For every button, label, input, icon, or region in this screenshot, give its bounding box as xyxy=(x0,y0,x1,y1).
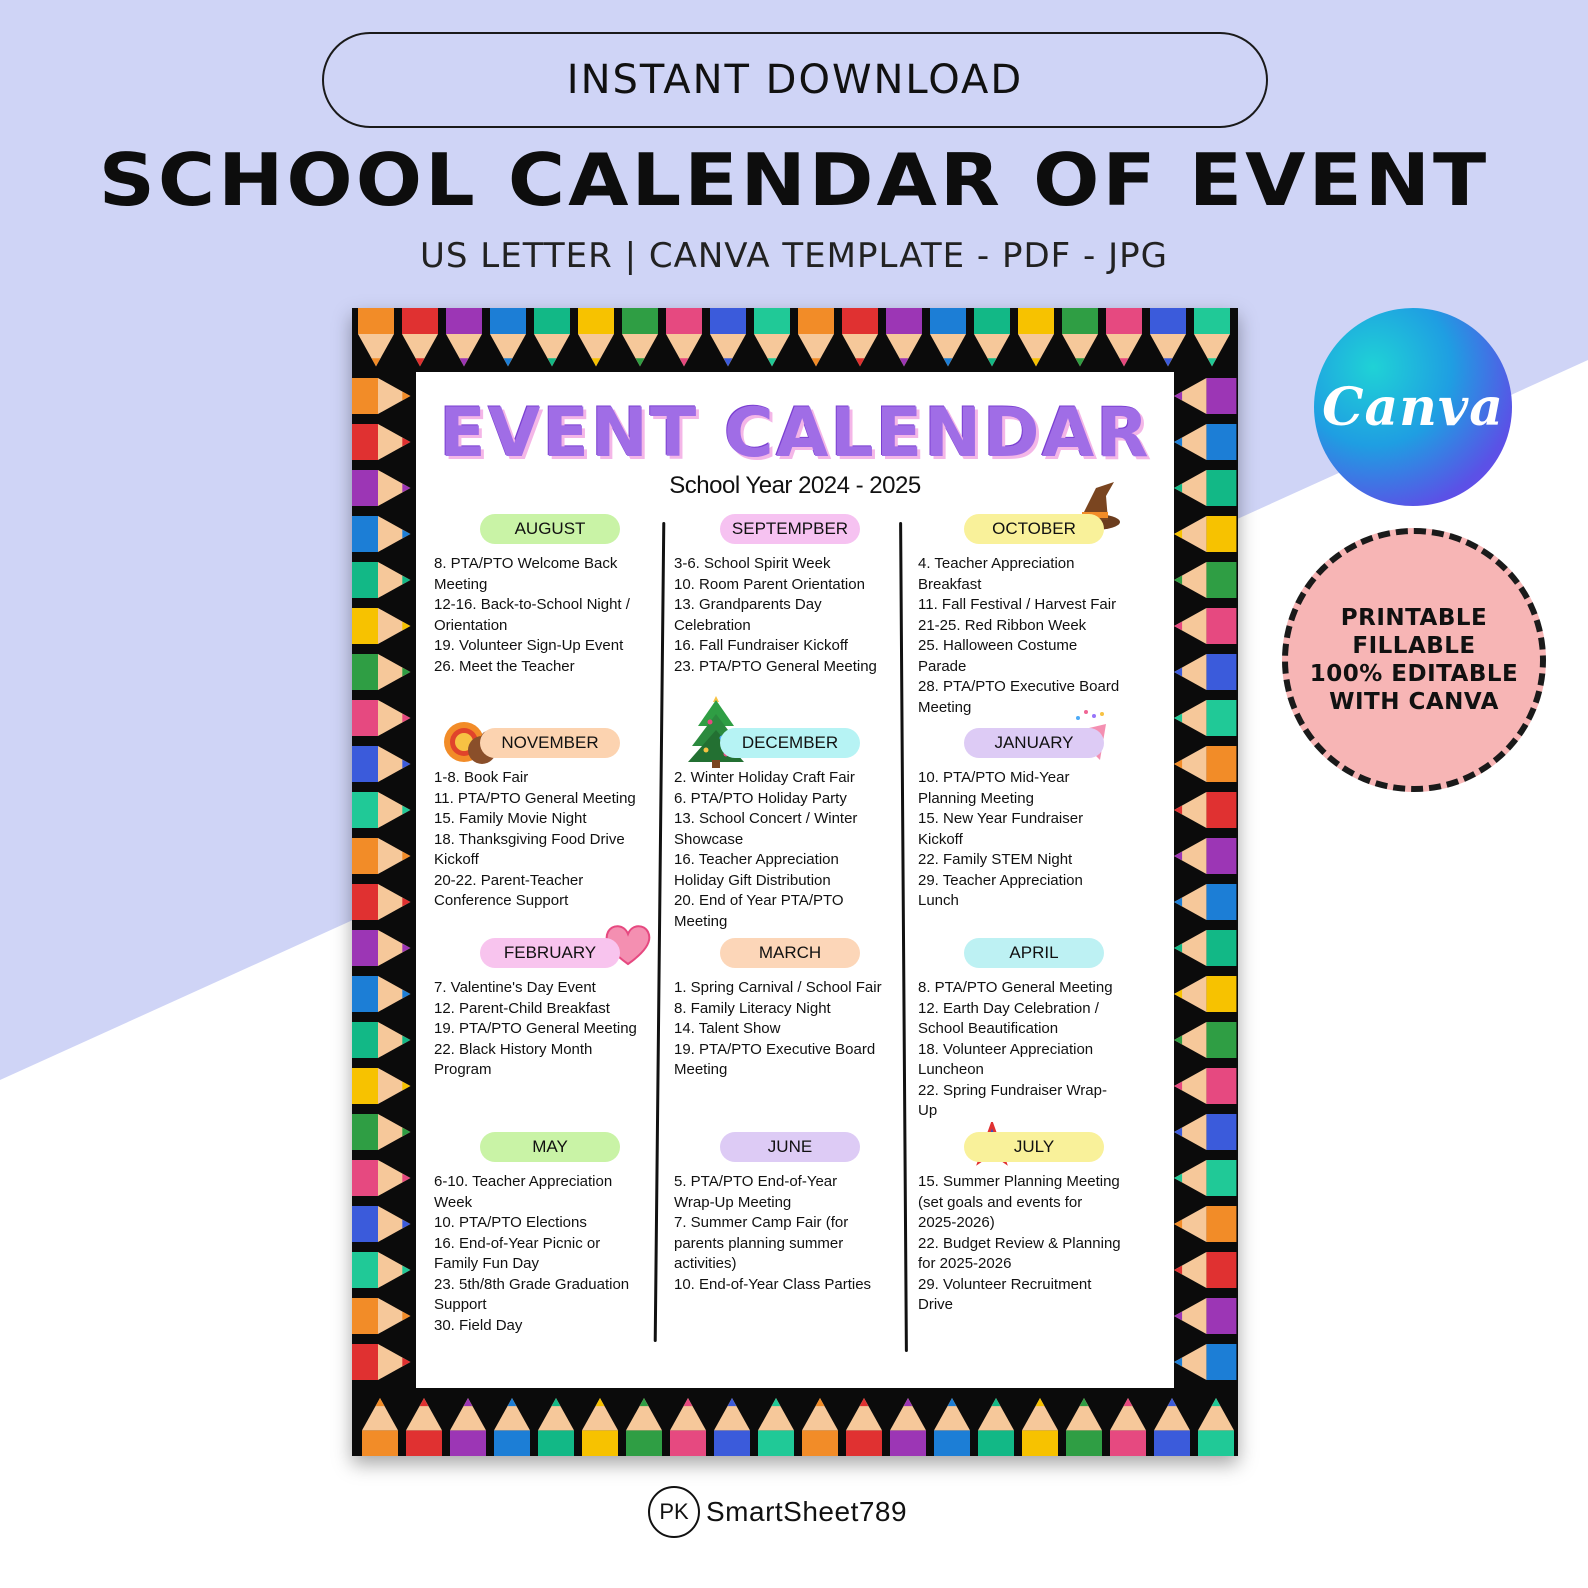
pencil-icon xyxy=(1174,1298,1236,1334)
event-item: 13. Grandparents Day Celebration xyxy=(674,596,822,634)
month-heading: DECEMBER xyxy=(720,728,860,758)
pencil-icon xyxy=(1174,1114,1236,1150)
month-heading: APRIL xyxy=(964,938,1104,968)
event-item: 21-25. Red Ribbon Week xyxy=(918,616,1087,634)
pencil-icon xyxy=(352,1252,410,1288)
pencil-icon xyxy=(352,930,410,966)
pencil-icon xyxy=(490,308,526,366)
event-item: 8. Family Literacy Night xyxy=(674,999,831,1017)
event-item: 1-8. Book Fair xyxy=(434,769,529,786)
format-subtitle: US LETTER | CANVA TEMPLATE - PDF - JPG xyxy=(420,236,1168,276)
calendar-poster xyxy=(352,308,1238,1456)
pencil-icon xyxy=(1174,1252,1236,1288)
event-list xyxy=(434,768,666,912)
pencil-icon xyxy=(406,1398,442,1456)
month-heading: NOVEMBER xyxy=(480,728,620,758)
pencil-icon xyxy=(846,1398,882,1456)
pencil-icon xyxy=(1174,700,1236,736)
event-item: 12. Earth Day Celebration / School Beautification xyxy=(918,999,1099,1037)
pencil-icon xyxy=(352,1022,410,1058)
event-item: 19. PTA/PTO General Meeting xyxy=(434,1020,637,1037)
month-block xyxy=(674,938,906,1081)
event-item: 10. End-of-Year Class Parties xyxy=(674,1275,872,1293)
pencil-icon xyxy=(1174,1068,1236,1104)
pencil-icon xyxy=(1174,1206,1236,1242)
event-list xyxy=(674,554,906,677)
pencil-icon xyxy=(890,1398,926,1456)
pencil-icon xyxy=(1174,562,1236,598)
pencil-icon xyxy=(1174,746,1236,782)
pencil-icon xyxy=(352,792,410,828)
pencil-icon xyxy=(352,884,410,920)
event-item: 14. Talent Show xyxy=(674,1020,781,1037)
month-heading: MARCH xyxy=(720,938,860,968)
pencil-icon xyxy=(534,308,570,366)
pencil-icon xyxy=(352,1160,410,1196)
pencil-icon xyxy=(1022,1398,1058,1456)
badge-line: WITH CANVA xyxy=(1329,689,1499,715)
canva-logo: Canva xyxy=(1314,308,1512,506)
pencil-icon xyxy=(710,308,746,366)
event-item: 19. Volunteer Sign-Up Event xyxy=(434,637,624,654)
event-item: 10. PTA/PTO Mid-Year Planning Meeting xyxy=(918,769,1070,807)
month-block xyxy=(674,728,906,932)
month-block xyxy=(674,514,906,677)
brand xyxy=(648,1484,907,1540)
month-heading: OCTOBER xyxy=(964,514,1104,544)
month-block xyxy=(434,514,666,677)
event-list xyxy=(674,978,906,1081)
pencil-icon xyxy=(798,308,834,366)
brand-logo-icon: PK xyxy=(648,1486,700,1538)
badge-line: PRINTABLE xyxy=(1340,605,1488,631)
pencil-icon xyxy=(1174,884,1236,920)
pencil-icon xyxy=(352,1114,410,1150)
event-item: 10. Room Parent Orientation xyxy=(674,575,865,593)
pencil-icon xyxy=(352,470,410,506)
pencil-icon xyxy=(352,976,410,1012)
pencil-icon xyxy=(842,308,878,366)
pencil-icon xyxy=(1174,1022,1236,1058)
pencil-icon xyxy=(714,1398,750,1456)
event-item: 8. PTA/PTO General Meeting xyxy=(918,979,1113,996)
event-list xyxy=(918,554,1150,718)
pencil-icon xyxy=(1174,654,1236,690)
event-item: 16. Fall Fundraiser Kickoff xyxy=(674,637,848,654)
pencil-icon xyxy=(1194,308,1230,366)
pencil-icon xyxy=(1066,1398,1102,1456)
pencil-icon xyxy=(362,1398,398,1456)
pencil-icon xyxy=(802,1398,838,1456)
month-block xyxy=(918,728,1150,912)
pencil-icon xyxy=(622,308,658,366)
month-heading: MAY xyxy=(480,1132,620,1162)
pencil-icon xyxy=(1174,838,1236,874)
month-block xyxy=(918,938,1150,1122)
pencil-icon xyxy=(450,1398,486,1456)
event-item: 18. Thanksgiving Food Drive Kickoff xyxy=(434,830,625,868)
month-heading: JUNE xyxy=(720,1132,860,1162)
event-item: 13. School Concert / Winter Showcase xyxy=(674,810,858,848)
event-item: 2. Winter Holiday Craft Fair xyxy=(674,769,855,786)
pencil-icon xyxy=(1174,1160,1236,1196)
event-item: 6-10. Teacher Appreciation Week xyxy=(434,1173,613,1211)
event-list xyxy=(674,768,906,932)
pencil-icon xyxy=(754,308,790,366)
event-item: 18. Volunteer Appreciation Luncheon xyxy=(918,1040,1094,1078)
month-block xyxy=(434,728,666,912)
pencil-icon xyxy=(402,308,438,366)
event-item: 15. Family Movie Night xyxy=(434,810,587,827)
pencil-icon xyxy=(978,1398,1014,1456)
month-block xyxy=(434,938,666,1081)
month-heading: JANUARY xyxy=(964,728,1104,758)
event-item: 11. PTA/PTO General Meeting xyxy=(434,789,636,807)
pencil-icon xyxy=(1110,1398,1146,1456)
month-block xyxy=(674,1132,906,1295)
event-item: 25. Halloween Costume Parade xyxy=(918,637,1078,675)
month-heading: FEBRUARY xyxy=(480,938,620,968)
pencil-icon xyxy=(934,1398,970,1456)
pencil-icon xyxy=(352,424,410,460)
pencil-icon xyxy=(1154,1398,1190,1456)
pencil-icon xyxy=(1198,1398,1234,1456)
pencil-icon xyxy=(494,1398,530,1456)
calendar-sheet xyxy=(416,372,1174,1388)
event-list xyxy=(674,1172,906,1295)
pencil-icon xyxy=(1106,308,1142,366)
pencil-icon xyxy=(930,308,966,366)
pencil-icon xyxy=(1062,308,1098,366)
pencil-icon xyxy=(352,838,410,874)
badge-line: FILLABLE xyxy=(1352,633,1476,659)
event-list xyxy=(434,978,666,1081)
instant-download-pill: INSTANT DOWNLOAD xyxy=(322,32,1268,128)
pencil-icon xyxy=(352,1206,410,1242)
event-item: 29. Teacher Appreciation Lunch xyxy=(918,871,1083,909)
month-block xyxy=(918,1132,1150,1316)
event-item: 12. Parent-Child Breakfast xyxy=(434,999,610,1017)
pencil-icon xyxy=(626,1398,662,1456)
pencil-icon xyxy=(352,378,410,414)
event-item: 26. Meet the Teacher xyxy=(434,657,575,675)
event-list xyxy=(918,768,1150,912)
event-item: 12-16. Back-to-School Night / Orientation xyxy=(434,596,630,634)
pencil-icon xyxy=(352,1298,410,1334)
event-item: 23. 5th/8th Grade Graduation Support xyxy=(434,1275,630,1313)
event-item: 22. Spring Fundraiser Wrap- Up xyxy=(918,1081,1107,1119)
event-item: 30. Field Day xyxy=(434,1316,523,1334)
pencil-icon xyxy=(578,308,614,366)
badge-line: 100% EDITABLE xyxy=(1309,661,1519,687)
pencil-icon xyxy=(1018,308,1054,366)
pencil-icon xyxy=(446,308,482,366)
event-item: 7. Summer Camp Fair (for parents planning summer activities) xyxy=(674,1214,849,1272)
event-calendar-title: EVENT CALENDAR xyxy=(439,394,1151,473)
pencil-icon xyxy=(1174,424,1236,460)
pencil-icon xyxy=(352,700,410,736)
pencil-icon xyxy=(666,308,702,366)
pencil-icon xyxy=(1174,930,1236,966)
pencil-icon xyxy=(538,1398,574,1456)
month-block xyxy=(918,514,1150,718)
event-item: 5. PTA/PTO End-of-Year Wrap-Up Meeting xyxy=(674,1173,838,1211)
event-item: 11. Fall Festival / Harvest Fair xyxy=(918,596,1117,613)
pencil-icon xyxy=(352,654,410,690)
event-item: 8. PTA/PTO Welcome Back Meeting xyxy=(434,555,618,593)
pencil-icon xyxy=(352,608,410,644)
event-item: 4. Teacher Appreciation Breakfast xyxy=(918,555,1075,593)
event-list xyxy=(434,554,666,677)
event-item: 22. Family STEM Night xyxy=(918,851,1073,868)
pencil-icon xyxy=(670,1398,706,1456)
pencil-icon xyxy=(352,746,410,782)
brand-name: SmartSheet789 xyxy=(706,1496,908,1527)
event-item: 3-6. School Spirit Week xyxy=(674,555,831,572)
school-year: School Year 2024 - 2025 xyxy=(669,472,921,499)
event-item: 20-22. Parent-Teacher Conference Support xyxy=(434,871,584,909)
pencil-icon xyxy=(1174,608,1236,644)
event-item: 22. Budget Review & Planning for 2025-2026 xyxy=(918,1234,1121,1272)
pencil-icon xyxy=(352,516,410,552)
event-item: 29. Volunteer Recruitment Drive xyxy=(918,1275,1092,1313)
pencil-icon xyxy=(1174,976,1236,1012)
pencil-icon xyxy=(758,1398,794,1456)
pencil-icon xyxy=(352,1344,410,1380)
pencil-icon xyxy=(582,1398,618,1456)
event-item: 19. PTA/PTO Executive Board Meeting xyxy=(674,1040,876,1078)
event-item: 6. PTA/PTO Holiday Party xyxy=(674,789,847,807)
pencil-icon xyxy=(1174,1344,1236,1380)
event-item: 23. PTA/PTO General Meeting xyxy=(674,657,877,675)
month-heading: AUGUST xyxy=(480,514,620,544)
event-item: 7. Valentine's Day Event xyxy=(434,979,596,996)
main-title: SCHOOL CALENDAR OF EVENT xyxy=(98,139,1490,223)
event-item: 22. Black History Month Program xyxy=(434,1040,593,1078)
event-item: 16. End-of-Year Picnic or Family Fun Day xyxy=(434,1234,601,1272)
pencil-icon xyxy=(1174,516,1236,552)
pencil-icon xyxy=(352,1068,410,1104)
pencil-icon xyxy=(358,308,394,366)
pencil-icon xyxy=(1174,378,1236,414)
event-item: 10. PTA/PTO Elections xyxy=(434,1214,587,1231)
pencil-icon xyxy=(1150,308,1186,366)
month-heading: JULY xyxy=(964,1132,1104,1162)
pencil-icon xyxy=(886,308,922,366)
event-item: 20. End of Year PTA/PTO Meeting xyxy=(674,892,844,930)
event-item: 1. Spring Carnival / School Fair xyxy=(674,979,882,996)
event-list xyxy=(434,1172,666,1336)
editable-badge xyxy=(1282,528,1546,792)
event-list xyxy=(918,1172,1150,1316)
pencil-icon xyxy=(1174,792,1236,828)
pencil-icon xyxy=(974,308,1010,366)
pencil-icon xyxy=(352,562,410,598)
event-item: 15. New Year Fundraiser Kickoff xyxy=(918,810,1084,848)
event-list xyxy=(918,978,1150,1122)
pencil-icon xyxy=(1174,470,1236,506)
event-item: 15. Summer Planning Meeting (set goals and events for 2025-2026) xyxy=(918,1173,1120,1231)
month-heading: SEPTEMPBER xyxy=(720,514,860,544)
event-item: 16. Teacher Appreciation Holiday Gift Distribution xyxy=(674,851,839,889)
month-block xyxy=(434,1132,666,1336)
event-item: 28. PTA/PTO Executive Board Meeting xyxy=(918,678,1120,716)
